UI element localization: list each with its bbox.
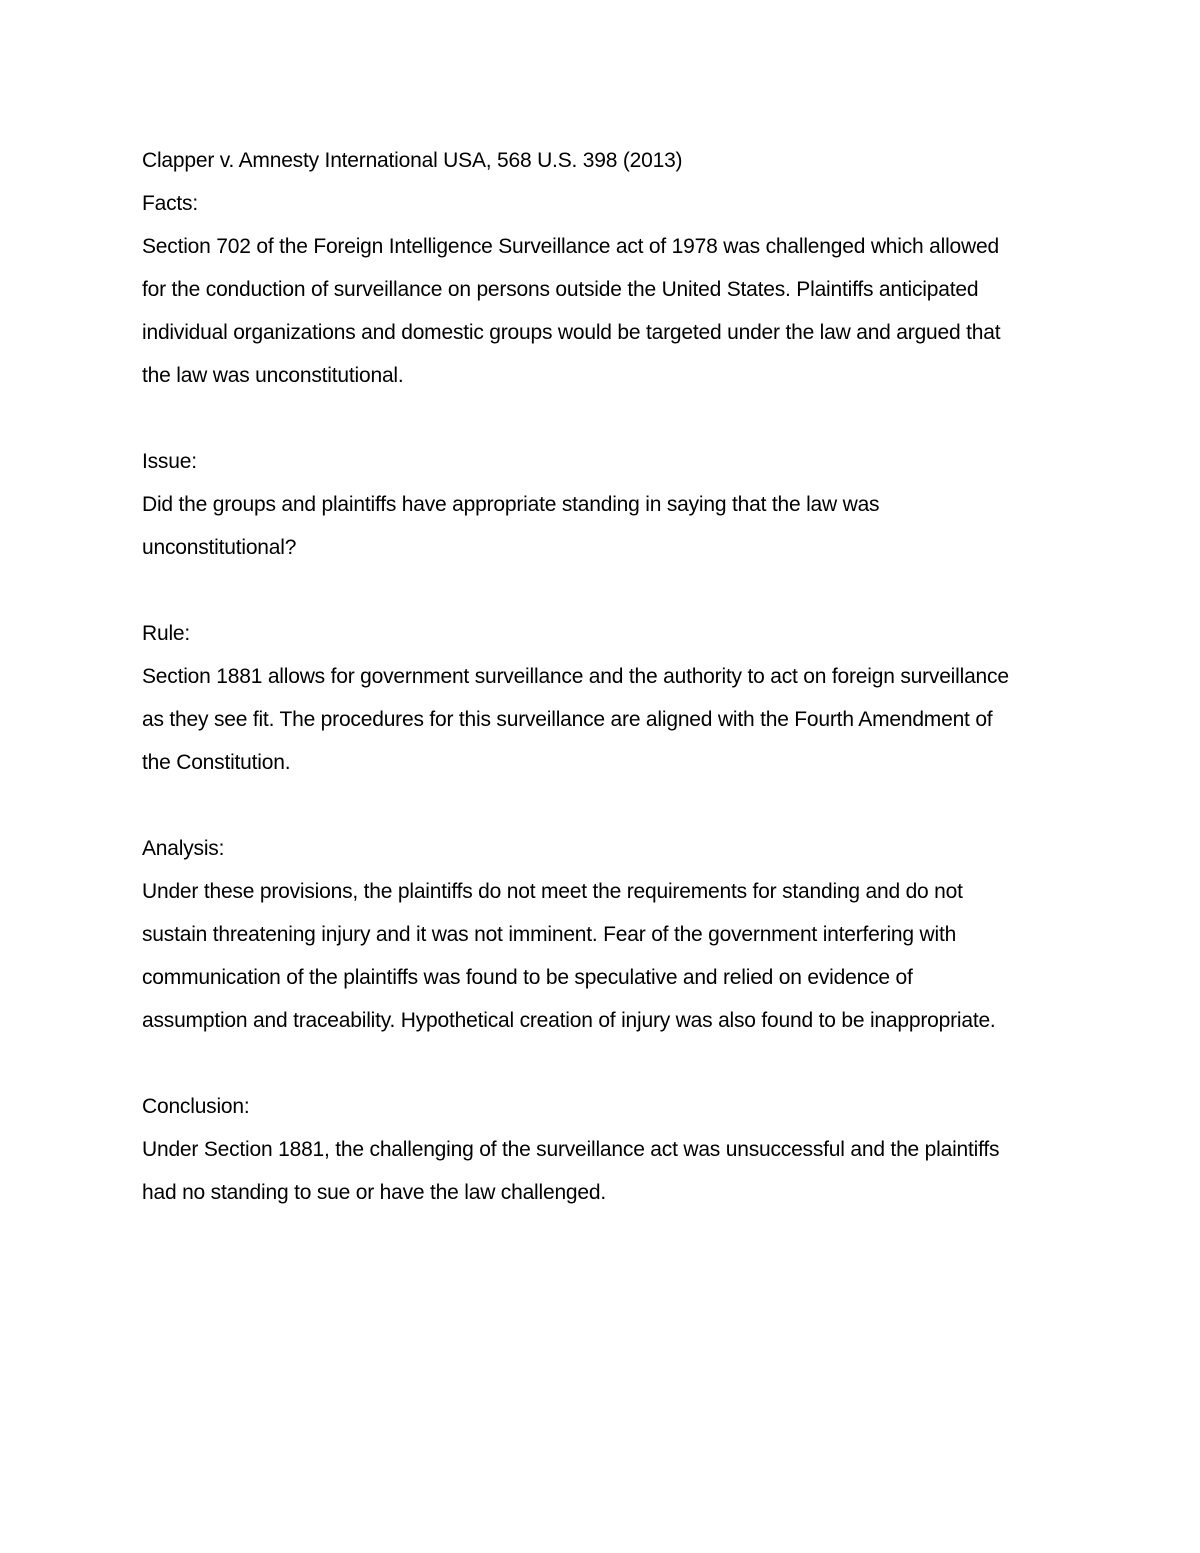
section-line: the Constitution. — [142, 751, 291, 774]
section-line: sustain threatening injury and it was not imminent. Fear of the government interfering with — [142, 923, 957, 946]
section-heading: Conclusion: — [142, 1095, 250, 1118]
section-line: Under these provisions, the plaintiffs do not meet the requirements for standing and do not — [142, 880, 963, 903]
section-issue — [142, 440, 1082, 569]
section-line: had no standing to sue or have the law challenged. — [142, 1181, 607, 1204]
section-analysis — [142, 827, 1082, 1042]
section-line: communication of the plaintiffs was found to be speculative and relied on evidence of — [142, 966, 913, 989]
section-line: Section 1881 allows for government surveillance and the authority to act on foreign surveillance — [142, 665, 1009, 688]
section-line: unconstitutional? — [142, 536, 297, 559]
section-line: for the conduction of surveillance on persons outside the United States. Plaintiffs anticipated — [142, 278, 979, 301]
section-heading: Rule: — [142, 622, 191, 645]
section-line: as they see fit. The procedures for this surveillance are aligned with the Fourth Amendment of — [142, 708, 993, 731]
section-line: Under Section 1881, the challenging of the surveillance act was unsuccessful and the plaintiffs — [142, 1138, 1000, 1161]
section-line: individual organizations and domestic groups would be targeted under the law and argued that — [142, 321, 1001, 344]
section-conclusion — [142, 1085, 1082, 1214]
section-rule — [142, 612, 1082, 784]
section-line: Did the groups and plaintiffs have appropriate standing in saying that the law was — [142, 493, 880, 516]
section-heading: Facts: — [142, 192, 198, 215]
document-body — [142, 139, 1082, 1214]
section-heading: Analysis: — [142, 837, 225, 860]
section-line: assumption and traceability. Hypothetical creation of injury was also found to be inappropriate. — [142, 1009, 996, 1032]
section-line: the law was unconstitutional. — [142, 364, 404, 387]
section-heading: Issue: — [142, 450, 197, 473]
section-line: Section 702 of the Foreign Intelligence Surveillance act of 1978 was challenged which allowed — [142, 235, 999, 258]
document-title: Clapper v. Amnesty International USA, 568 U.S. 398 (2013) — [142, 149, 683, 172]
section-facts — [142, 182, 1082, 397]
